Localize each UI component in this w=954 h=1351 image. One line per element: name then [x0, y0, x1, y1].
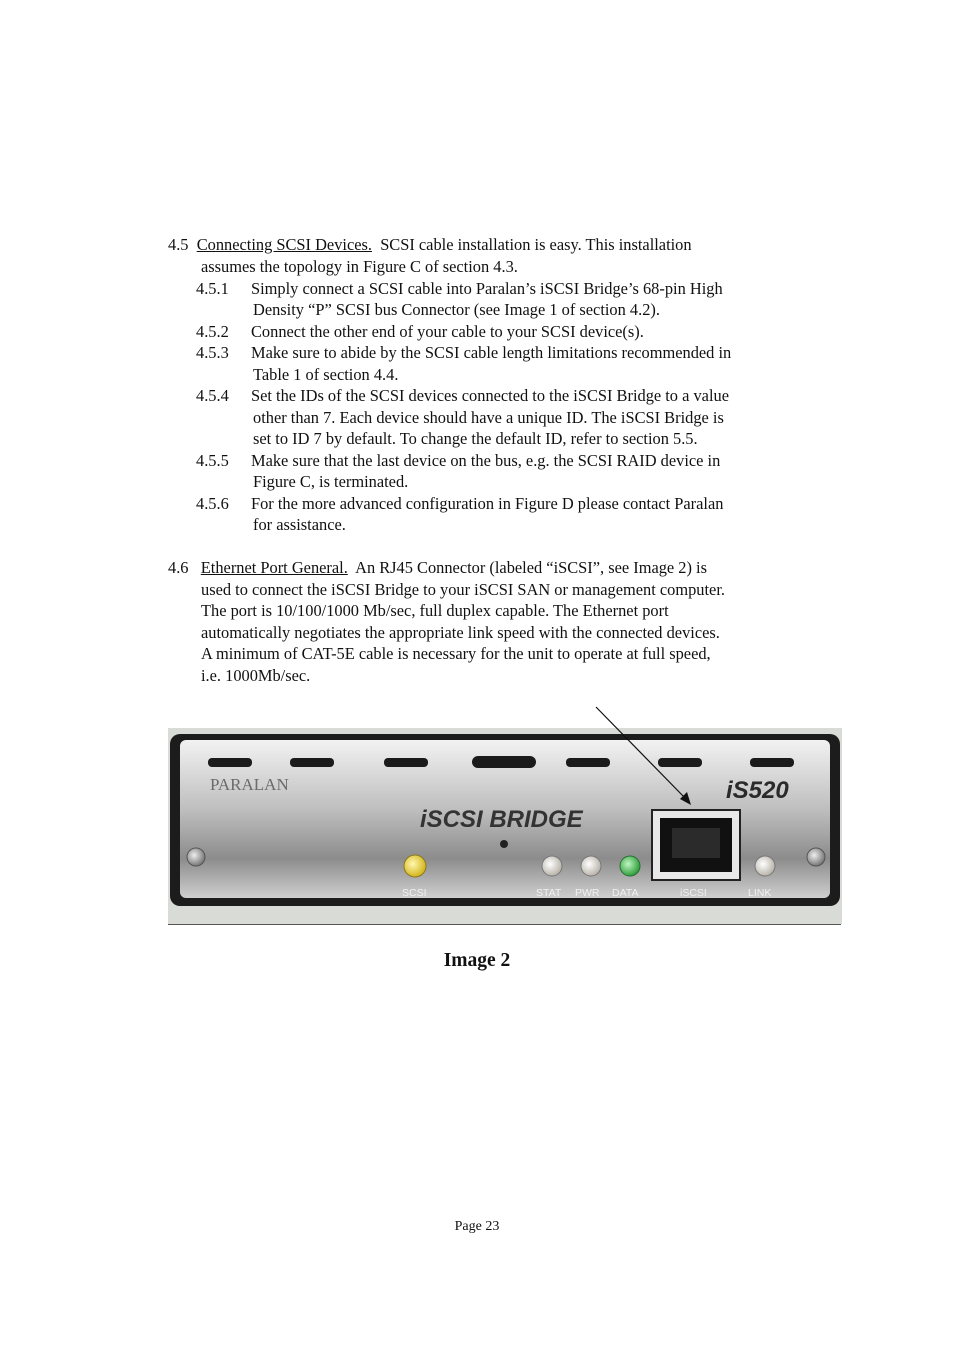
section-heading: Connecting SCSI Devices.: [196, 235, 372, 254]
screw-icon: [807, 848, 825, 866]
list-item-continued: Figure C, is terminated.: [253, 472, 409, 491]
section-intro-continued: assumes the topology in Figure C of section 4.3.: [201, 256, 518, 276]
led-label-data: DATA: [612, 887, 639, 899]
section-4-6-heading-line: [168, 557, 707, 579]
link-led-icon: [755, 856, 775, 876]
led-label-scsi: SCSI: [402, 887, 427, 899]
list-item-number: 4.5.1: [196, 278, 229, 298]
data-led-icon: [620, 856, 640, 876]
list-item-number: 4.5.2: [196, 321, 229, 341]
rj45-port-icon: [652, 810, 740, 880]
list-item-text: Simply connect a SCSI cable into Paralan’s iSCSI Bridge’s 68-pin High: [251, 278, 723, 298]
list-item: [196, 342, 731, 364]
list-item: [196, 450, 720, 472]
list-item-continued: set to ID 7 by default. To change the default ID, refer to section 5.5.: [253, 429, 698, 448]
list-item-continued: other than 7. Each device should have a unique ID. The iSCSI Bridge is: [253, 407, 724, 427]
model-label: iS520: [726, 777, 789, 804]
list-item-text: Connect the other end of your cable to your SCSI device(s).: [251, 321, 644, 341]
list-item-continued: for assistance.: [253, 515, 346, 534]
section-4-5-heading-line: [168, 234, 692, 256]
paragraph-line: i.e. 1000Mb/sec.: [201, 665, 311, 685]
list-item-continued: Table 1 of section 4.4.: [253, 364, 399, 384]
list-item-text: Make sure that the last device on the bus, e.g. the SCSI RAID device in: [251, 450, 721, 470]
list-item-text: Set the IDs of the SCSI devices connected to the iSCSI Bridge to a value: [251, 386, 729, 405]
section-text: An RJ45 Connector (labeled “iSCSI”, see Image 2) is: [355, 558, 707, 577]
list-item-text: For the more advanced configuration in Figure D please contact Paralan: [251, 493, 724, 513]
paragraph-line: automatically negotiates the appropriate link speed with the connected devices.: [201, 622, 720, 642]
brand-logo: PARALAN: [210, 775, 289, 794]
screw-icon: [187, 848, 205, 866]
paragraph-line: used to connect the iSCSI Bridge to your iSCSI SAN or management computer.: [201, 579, 725, 599]
list-item-text: Make sure to abide by the SCSI cable length limitations recommended in: [251, 343, 732, 362]
page-number: Page 23: [454, 1219, 500, 1234]
image-caption: Image 2: [443, 950, 511, 971]
paragraph-line: A minimum of CAT-5E cable is necessary for the unit to operate at full speed,: [201, 644, 711, 663]
led-label-iscsi: iSCSI: [680, 887, 707, 899]
led-label-pwr: PWR: [575, 887, 600, 899]
pwr-led-icon: [581, 856, 601, 876]
scsi-led-icon: [404, 855, 426, 877]
list-item-number: 4.5.4: [196, 386, 229, 405]
list-item-number: 4.5.5: [196, 450, 229, 470]
list-item: [196, 321, 644, 343]
product-name-label: iSCSI BRIDGE: [420, 806, 583, 833]
list-item-number: 4.5.6: [196, 493, 229, 513]
list-item: [196, 385, 729, 407]
list-item-number: 4.5.3: [196, 343, 229, 362]
section-number: 4.6: [168, 558, 189, 577]
led-label-link: LINK: [748, 887, 772, 899]
list-item: [196, 493, 723, 515]
list-item: [196, 278, 723, 300]
iscsi-bridge-front-panel-image: [168, 728, 842, 924]
stat-led-icon: [542, 856, 562, 876]
led-label-stat: STAT: [536, 887, 562, 899]
section-number: 4.5: [168, 235, 189, 254]
section-intro: SCSI cable installation is easy. This installation: [380, 235, 692, 254]
image-bottom-rule: [168, 924, 841, 925]
paragraph-line: The port is 10/100/1000 Mb/sec, full duplex capable. The Ethernet port: [201, 601, 669, 620]
section-heading: Ethernet Port General.: [200, 558, 348, 577]
list-item-continued: Density “P” SCSI bus Connector (see Image 1 of section 4.2).: [253, 300, 660, 319]
